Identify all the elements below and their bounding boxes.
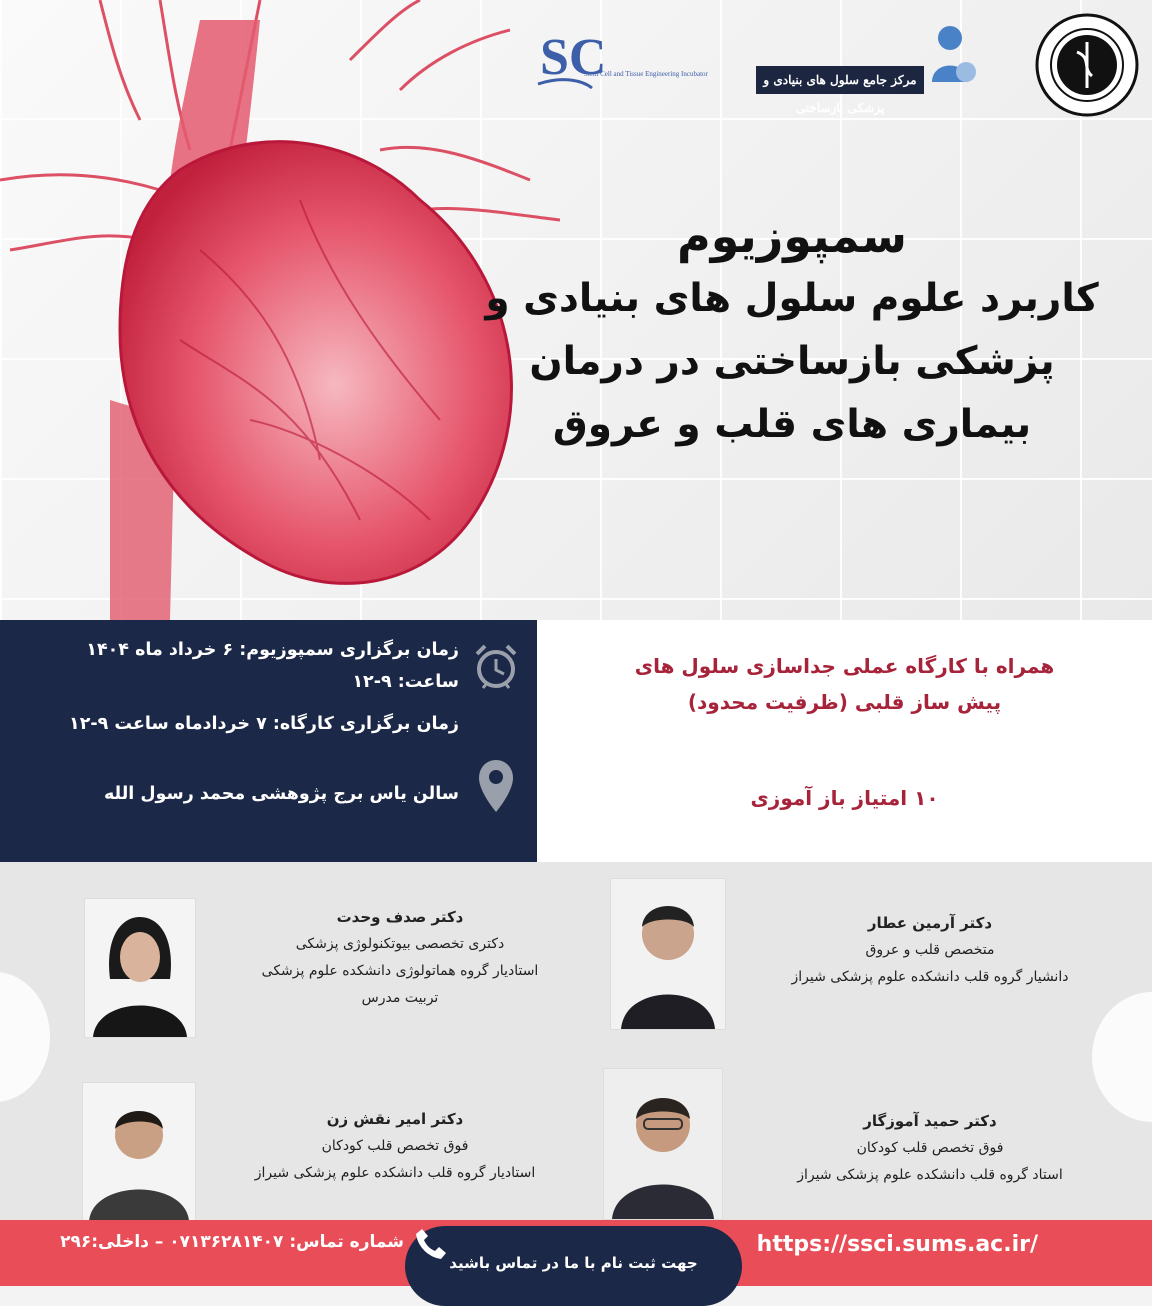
speaker-photo (603, 1068, 723, 1220)
workshop-panel (537, 620, 1152, 862)
event-info-panel (0, 620, 537, 862)
speakers-section (0, 862, 1152, 1220)
register-text: جهت ثبت نام با ما در تماس باشید (449, 1254, 698, 1272)
speaker-card (760, 910, 1100, 991)
speaker-affiliation: استادیار گروه قلب دانشکده علوم پزشکی شیراز (254, 1165, 536, 1181)
speaker-card (230, 904, 570, 1012)
speaker-affiliation: استادیار گروه هماتولوژی دانشکده علوم پزشکی (261, 963, 539, 979)
svg-text:SC: SC (540, 29, 607, 86)
cme-points: ۱۰ امتیاز باز آموزی (750, 786, 939, 810)
logo-strip (522, 10, 1142, 115)
decor-circle-right (1092, 992, 1152, 1122)
speaker-photo (82, 1082, 196, 1222)
page-subtitle: کاربرد علوم سلول های بنیادی و پزشکی بازساختی در درمان بیماری های قلب و عروق (485, 276, 1099, 447)
speaker-title: فوق تخصص قلب کودکان (321, 1138, 469, 1154)
speaker-title: متخصص قلب و عروق (865, 942, 995, 958)
website-link[interactable]: https://ssci.sums.ac.ir/ (756, 1232, 1038, 1257)
page-title: سمپوزیوم (677, 209, 907, 263)
speaker-name: دکتر حمید آموزگار (863, 1112, 997, 1130)
phone-icon (414, 1227, 448, 1261)
symposium-time: ساعت: ۹-۱۲ (352, 672, 459, 692)
incubator-logo (532, 18, 712, 98)
shiraz-university-logo (1032, 10, 1142, 120)
location-pin-icon (477, 758, 515, 814)
register-banner (405, 1226, 742, 1306)
incubator-name: Stem Cell and Tissue Engineering Incubator (584, 70, 708, 78)
stem-cell-center-logo (756, 22, 992, 115)
contact-phone[interactable]: شماره تماس: ۰۷۱۳۶۲۸۱۴۰۷ – داخلی:۲۹۶ (60, 1232, 404, 1252)
speaker-photo (610, 878, 726, 1030)
speaker-name: دکتر امیر نقش زن (326, 1110, 464, 1128)
speaker-title: فوق تخصص قلب کودکان (856, 1140, 1004, 1156)
workshop-date: زمان برگزاری کارگاه: ۷ خردادماه ساعت ۹-۱۲ (69, 714, 459, 734)
speaker-name: دکتر آرمین عطار (867, 914, 993, 932)
sc-monogram-icon (532, 18, 712, 98)
decor-circle-left (0, 972, 50, 1102)
workshop-description: همراه با کارگاه عملی جداسازی سلول های پیش ساز قلبی (ظرفیت محدود) (634, 654, 1055, 714)
speaker-title: دکتری تخصصی بیوتکنولوژی پزشکی (295, 936, 505, 952)
title-block (472, 205, 1112, 456)
symposium-date: زمان برگزاری سمپوزیوم: ۶ خرداد ماه ۱۴۰۴ (86, 640, 459, 660)
center-name: مرکز جامع سلول های بنیادی و پزشکی بازساختی (756, 66, 924, 94)
speaker-card (760, 1108, 1100, 1189)
speaker-affiliation: استاد گروه قلب دانشکده علوم پزشکی شیراز (797, 1167, 1063, 1183)
speaker-photo (84, 898, 196, 1038)
speaker-card (220, 1106, 570, 1187)
hero-banner (0, 0, 1152, 620)
speaker-name: دکتر صدف وحدت (336, 908, 464, 926)
location: سالن یاس برج پژوهشی محمد رسول الله (103, 784, 459, 804)
speaker-affiliation: دانشیار گروه قلب دانشکده علوم پزشکی شیراز (791, 969, 1069, 985)
alarm-clock-icon (473, 642, 519, 692)
speaker-affiliation-cont: تربیت مدرس (361, 990, 439, 1006)
